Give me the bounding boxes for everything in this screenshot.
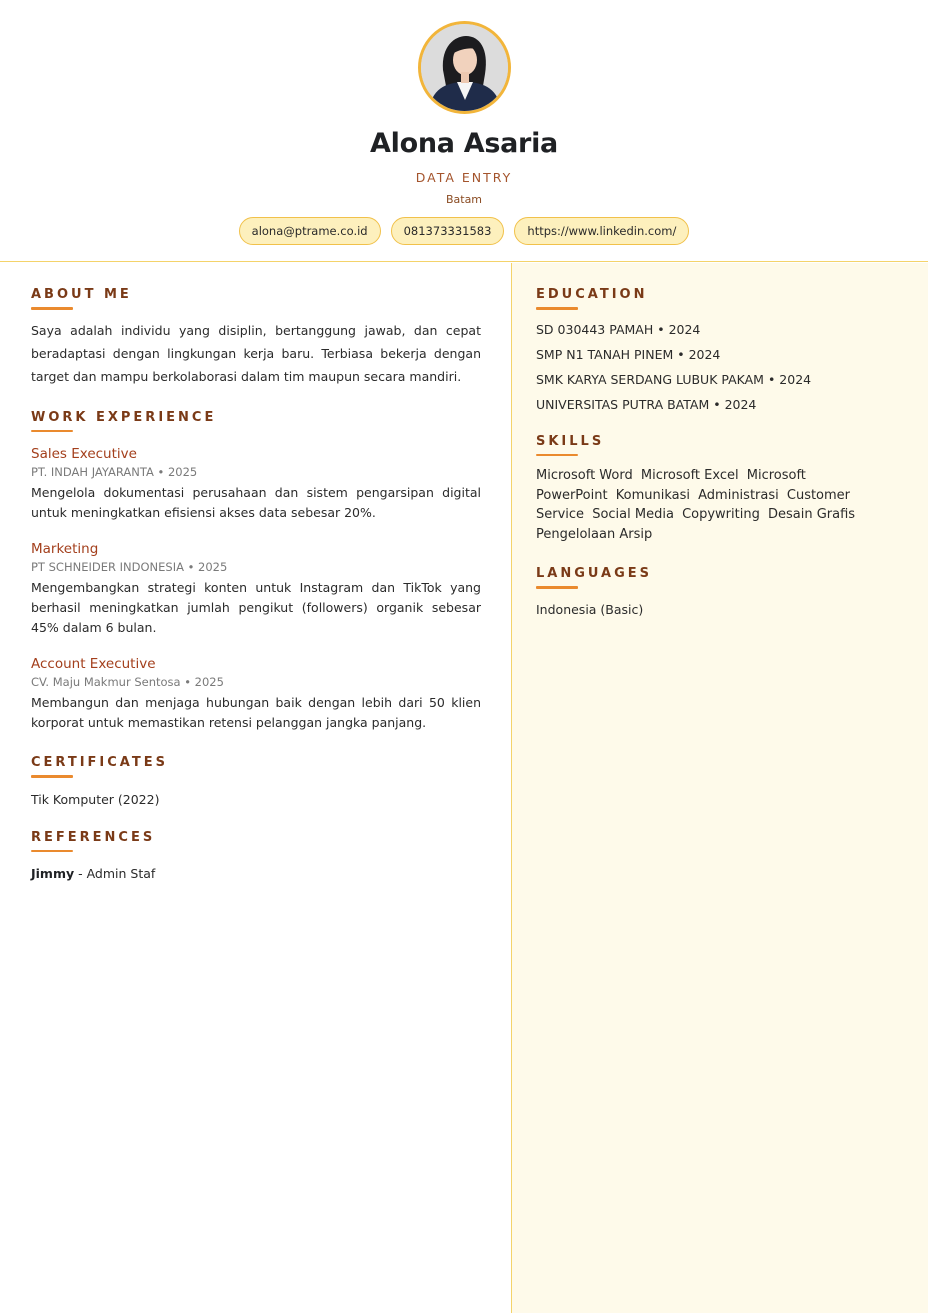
sidebar-column: [511, 263, 928, 1313]
job-title: Account Executive: [31, 656, 156, 672]
section-title: WORK EXPERIENCE: [31, 409, 217, 425]
about-text: Saya adalah individu yang disiplin, bertanggung jawab, dan cepat beradaptasi dengan lingkungan kerja baru. Terbiasa bekerja dengan target dan mampu berkolaborasi dalam tim maupun secara mandiri.: [31, 322, 481, 384]
skill-item: Copywriting: [682, 507, 760, 522]
skills-list: [536, 466, 866, 544]
job-title: Sales Executive: [31, 446, 137, 462]
job-title: Marketing: [31, 541, 99, 557]
section-underline: [536, 586, 578, 589]
job-company: PT SCHNEIDER INDONESIA • 2025: [31, 560, 228, 574]
job-entry: [31, 541, 481, 638]
skill-item: Social Media: [592, 507, 674, 522]
skill-item: Microsoft Word: [536, 468, 633, 483]
phone-link[interactable]: 081373331583: [391, 217, 505, 245]
job-description: Mengembangkan strategi konten untuk Instagram dan TikTok yang berhasil meningkatkan jumlah pengikut (followers) organik sebesar 45% dalam 6 bulan.: [31, 580, 481, 635]
skill-item: Desain Grafis: [767, 507, 856, 522]
email-link[interactable]: alona@ptrame.co.id: [239, 217, 381, 245]
profile-photo: [418, 21, 511, 114]
education-item: UNIVERSITAS PUTRA BATAM • 2024: [536, 396, 757, 412]
section-title: EDUCATION: [536, 287, 648, 302]
certificates-section: [31, 755, 481, 807]
reference-role: - Admin Staf: [74, 866, 156, 881]
contact-list: [0, 217, 928, 245]
job-entry: [31, 446, 481, 523]
section-underline: [31, 430, 73, 433]
education-item: SD 030443 PAMAH • 2024: [536, 321, 701, 337]
job-entry: [31, 656, 481, 733]
skill-item: Microsoft Excel: [640, 468, 739, 483]
section-title: REFERENCES: [31, 829, 156, 845]
main-column: [0, 263, 511, 1313]
languages-section: [536, 566, 904, 617]
resume-header: [0, 0, 928, 262]
skill-item: Customer Service: [536, 487, 851, 522]
education-list: [536, 322, 904, 412]
section-underline: [31, 775, 73, 778]
section-underline: [31, 850, 73, 853]
skill-item: Pengelolaan Arsip: [536, 526, 653, 542]
profile-photo-image: [421, 24, 508, 111]
language-item: Indonesia (Basic): [536, 601, 644, 617]
job-company: CV. Maju Makmur Sentosa • 2025: [31, 675, 224, 689]
section-title: SKILLS: [536, 433, 605, 449]
section-title: CERTIFICATES: [31, 755, 168, 770]
section-underline: [536, 307, 578, 310]
linkedin-link[interactable]: https://www.linkedin.com/: [514, 217, 689, 245]
education-item: SMP N1 TANAH PINEM • 2024: [536, 346, 721, 362]
education-section: [536, 287, 904, 412]
location: Batam: [445, 193, 483, 206]
reference-item: [31, 866, 481, 881]
section-underline: [536, 454, 578, 457]
job-description: Mengelola dokumentasi perusahaan dan sistem pengarsipan digital untuk meningkatkan efisiensi akses data sebesar 20%.: [31, 485, 481, 520]
work-section: [31, 410, 481, 734]
reference-name: Jimmy: [31, 866, 75, 881]
skill-item: Administrasi: [698, 487, 779, 503]
references-section: [31, 830, 481, 882]
skill-item: Microsoft PowerPoint: [536, 468, 806, 503]
job-company: PT. INDAH JAYARANTA • 2025: [31, 465, 198, 479]
job-role: DATA ENTRY: [415, 170, 513, 185]
section-underline: [31, 307, 73, 310]
skills-section: [536, 434, 904, 545]
job-description: Membangun dan menjaga hubungan baik dengan lebih dari 50 klien korporat untuk memastikan retensi pelanggan jangka panjang.: [31, 695, 481, 730]
section-title: ABOUT ME: [31, 287, 132, 302]
about-section: [31, 287, 481, 388]
section-title: LANGUAGES: [536, 566, 653, 581]
education-item: SMK KARYA SERDANG LUBUK PAKAM • 2024: [536, 371, 812, 387]
certificate-item: Tik Komputer (2022): [31, 791, 160, 807]
skill-item: Komunikasi: [615, 487, 690, 503]
candidate-name: Alona Asaria: [370, 128, 558, 159]
